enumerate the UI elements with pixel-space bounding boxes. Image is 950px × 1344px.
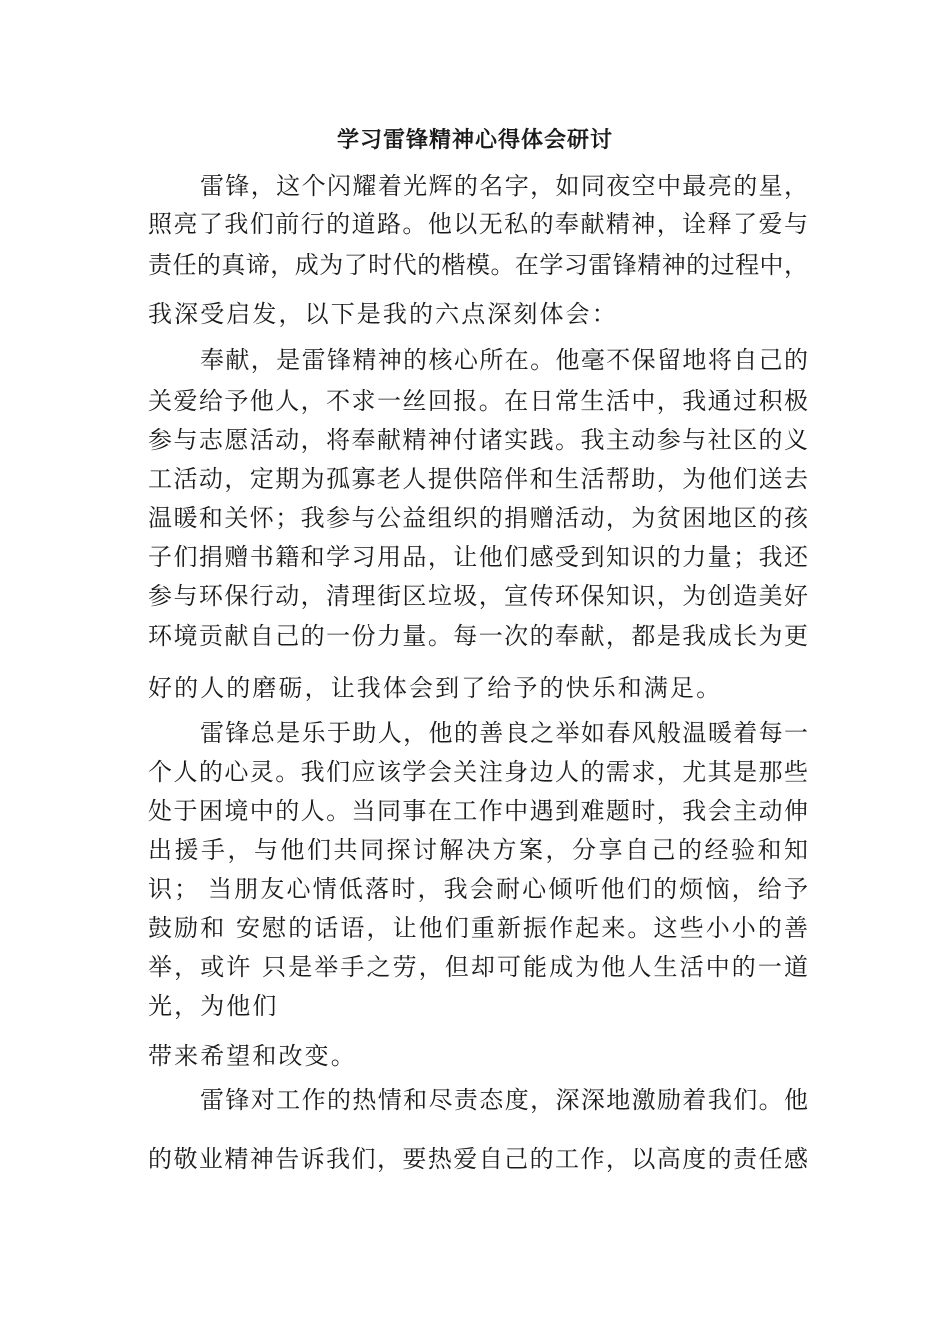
paragraph-line: 雷锋，这个闪耀着光辉的名字，如同夜空中最亮的星， [200,172,808,200]
paragraph-line: 个人的心灵。我们应该学会关注身边人的需求，尤其是那些 [148,758,808,786]
paragraph-line: 的敬业精神告诉我们，要热爱自己的工作，以高度的责任感 [148,1145,808,1173]
paragraph-line: 照亮了我们前行的道路。他以无私的奉献精神，诠释了爱与 [148,210,808,238]
paragraph-line: 雷锋总是乐于助人，他的善良之举如春风般温暖着每一 [200,719,808,747]
paragraph-line: 出援手，与他们共同探讨解决方案，分享自己的经验和知 [148,836,808,864]
paragraph-line: 光，为他们 [148,992,279,1020]
paragraph-line: 雷锋对工作的热情和尽责态度，深深地激励着我们。他 [200,1086,808,1114]
paragraph-line: 举，或许 只是举手之劳，但却可能成为他人生活中的一道 [148,953,808,981]
paragraph-line: 子们捐赠书籍和学习用品，让他们感受到知识的力量；我还 [148,543,808,571]
paragraph-line: 奉献，是雷锋精神的核心所在。他毫不保留地将自己的 [200,346,808,374]
paragraph-line: 处于困境中的人。当同事在工作中遇到难题时，我会主动伸 [148,797,808,825]
paragraph-line: 鼓励和 安慰的话语，让他们重新振作起来。这些小小的善 [148,914,808,942]
paragraph-line: 我深受启发，以下是我的六点深刻体会： [148,300,618,328]
paragraph-line: 参与志愿活动，将奉献精神付诸实践。我主动参与社区的义 [148,426,808,454]
paragraph-line: 好的人的磨砺，让我体会到了给予的快乐和满足。 [148,674,723,702]
paragraph-line: 带来希望和改变。 [148,1042,357,1070]
paragraph-line: 参与环保行动，清理街区垃圾，宣传环保知识，为创造美好 [148,582,808,610]
paragraph-line: 识； 当朋友心情低落时，我会耐心倾听他们的烦恼，给予 [148,875,808,903]
document-title: 学习雷锋精神心得体会研讨 [336,128,613,153]
paragraph-line: 温暖和关怀；我参与公益组织的捐赠活动，为贫困地区的孩 [148,504,808,532]
paragraph-line: 责任的真谛，成为了时代的楷模。在学习雷锋精神的过程中， [148,251,808,279]
paragraph-line: 工活动，定期为孤寡老人提供陪伴和生活帮助，为他们送去 [148,465,808,493]
paragraph-line: 关爱给予他人，不求一丝回报。在日常生活中，我通过积极 [148,387,808,415]
paragraph-line: 环境贡献自己的一份力量。每一次的奉献，都是我成长为更 [148,622,808,650]
